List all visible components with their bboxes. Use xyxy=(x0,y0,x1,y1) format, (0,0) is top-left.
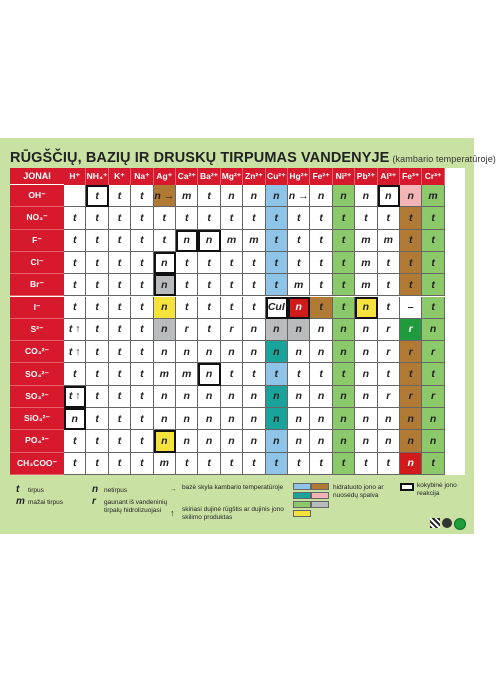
table-cell: n xyxy=(355,185,377,207)
table-cell: n xyxy=(355,363,377,385)
table-cell: n → xyxy=(154,185,176,207)
table-cell: t xyxy=(422,297,444,319)
table-cell: t xyxy=(355,453,377,475)
legend-arrow-up-icon: ↑ xyxy=(170,508,175,518)
table-cell: t xyxy=(288,363,310,385)
table-cell: n xyxy=(266,341,288,363)
table-cell: t xyxy=(400,207,422,229)
table-cell: t xyxy=(64,363,86,385)
table-cell: t xyxy=(176,297,198,319)
table-cell: t xyxy=(266,207,288,229)
table-cell: t xyxy=(109,297,131,319)
table-cell: n xyxy=(198,386,220,408)
table-cell: t xyxy=(64,274,86,296)
table-cell: n xyxy=(243,408,265,430)
table-cell: t xyxy=(221,297,243,319)
table-cell: t xyxy=(422,230,444,252)
table-cell: n xyxy=(333,319,355,341)
corner-label: JONAI xyxy=(10,168,64,185)
table-cell: t xyxy=(86,453,108,475)
cation-header: Cr³⁺ xyxy=(422,168,444,185)
legend-swatch-text: hidratuoto jono ar nuosėdų spalva xyxy=(333,484,384,499)
table-cell: t xyxy=(378,453,400,475)
table-cell: n xyxy=(310,341,332,363)
table-cell: t xyxy=(400,230,422,252)
table-cell: t xyxy=(243,297,265,319)
cation-header: Hg²⁺ xyxy=(288,168,310,185)
table-cell: t xyxy=(221,252,243,274)
anion-label: SiO₃²⁻ xyxy=(10,408,64,430)
table-cell: r xyxy=(400,341,422,363)
cation-header: Ag⁺ xyxy=(154,168,176,185)
table-cell: t xyxy=(221,363,243,385)
table-cell: r xyxy=(378,341,400,363)
table-cell: t xyxy=(198,319,220,341)
swatch-yellow xyxy=(293,510,311,517)
anion-label: OH⁻ xyxy=(10,185,64,207)
table-cell: t xyxy=(131,453,153,475)
table-cell: t xyxy=(422,453,444,475)
anion-label: PO₄³⁻ xyxy=(10,430,64,452)
anion-label: Br⁻ xyxy=(10,274,64,296)
legend-n-text: netirpus xyxy=(104,487,128,494)
page-subtitle: (kambario temperatūroje) xyxy=(392,154,496,164)
anion-label: I⁻ xyxy=(10,297,64,319)
table-cell: t xyxy=(333,453,355,475)
table-cell: t xyxy=(243,453,265,475)
publisher-logo-icon xyxy=(442,518,452,528)
table-cell: t xyxy=(86,185,108,207)
table-cell: t xyxy=(86,274,108,296)
cation-header: Ni²⁺ xyxy=(333,168,355,185)
table-cell: t xyxy=(422,207,444,229)
table-cell: t xyxy=(176,207,198,229)
table-cell: n xyxy=(176,386,198,408)
title-text: RŪGŠČIŲ, BAZIŲ IR DRUSKŲ TIRPUMAS VANDENYJE xyxy=(10,150,390,166)
table-cell: n xyxy=(378,430,400,452)
table-cell: t xyxy=(243,207,265,229)
table-cell: m xyxy=(288,274,310,296)
anion-label: SO₄²⁻ xyxy=(10,363,64,385)
table-cell: t xyxy=(131,408,153,430)
table-cell: t xyxy=(221,207,243,229)
table-cell: n xyxy=(333,430,355,452)
table-cell: t xyxy=(333,297,355,319)
table-cell: n xyxy=(198,230,220,252)
table-cell: t xyxy=(131,430,153,452)
table-cell: n xyxy=(154,319,176,341)
table-cell: t xyxy=(109,319,131,341)
cation-header: Al³⁺ xyxy=(378,168,400,185)
table-cell: n xyxy=(154,252,176,274)
table-cell: n xyxy=(288,319,310,341)
cation-header: NH₄⁺ xyxy=(86,168,108,185)
table-cell: t xyxy=(310,297,332,319)
table-cell: n xyxy=(221,185,243,207)
table-cell: n xyxy=(355,408,377,430)
solubility-table xyxy=(10,168,465,475)
legend-m-text: mažai tirpus xyxy=(28,499,64,506)
table-cell: t xyxy=(422,252,444,274)
table-cell: t ↑ xyxy=(64,319,86,341)
table-cell: t xyxy=(266,274,288,296)
table-cell: t xyxy=(64,297,86,319)
table-cell: n xyxy=(378,185,400,207)
table-cell: n xyxy=(221,408,243,430)
table-cell: t xyxy=(86,319,108,341)
table-cell: t xyxy=(288,453,310,475)
table-cell: t xyxy=(109,408,131,430)
table-cell: m xyxy=(176,363,198,385)
table-cell: n xyxy=(266,408,288,430)
table-cell: n xyxy=(310,319,332,341)
swatch-gray xyxy=(311,501,329,508)
cation-header: Mg²⁺ xyxy=(221,168,243,185)
table-cell: n xyxy=(400,185,422,207)
table-cell: t xyxy=(154,207,176,229)
table-cell: t xyxy=(86,430,108,452)
swatch-teal xyxy=(293,492,311,499)
table-cell: n xyxy=(266,185,288,207)
table-cell: r xyxy=(422,341,444,363)
table-cell: t xyxy=(266,363,288,385)
table-cell: t xyxy=(64,230,86,252)
cation-header: Fe³⁺ xyxy=(400,168,422,185)
table-cell: t xyxy=(378,274,400,296)
table-cell: n xyxy=(310,185,332,207)
table-cell: t xyxy=(288,207,310,229)
table-cell: t xyxy=(109,207,131,229)
table-cell: n xyxy=(288,297,310,319)
legend-r-symbol: r xyxy=(92,496,96,507)
table-cell: m xyxy=(154,453,176,475)
table-cell: t xyxy=(131,363,153,385)
table-cell: t xyxy=(109,185,131,207)
anion-label: CH₃COO⁻ xyxy=(10,453,64,475)
table-cell: n xyxy=(64,408,86,430)
table-cell: t xyxy=(310,230,332,252)
table-cell: t xyxy=(198,453,220,475)
table-cell: t xyxy=(243,274,265,296)
cation-header: Cu²⁺ xyxy=(266,168,288,185)
table-cell: n xyxy=(400,430,422,452)
table-cell: n xyxy=(176,341,198,363)
table-cell: t xyxy=(221,274,243,296)
table-cell: n xyxy=(355,386,377,408)
table-cell: m xyxy=(243,230,265,252)
cation-header: H⁺ xyxy=(64,168,86,185)
swatch-brown xyxy=(311,483,329,490)
table-cell: t xyxy=(310,274,332,296)
table-cell: t xyxy=(86,386,108,408)
table-cell: t xyxy=(131,341,153,363)
table-cell: n xyxy=(355,341,377,363)
table-cell: t xyxy=(131,252,153,274)
table-cell: n xyxy=(266,319,288,341)
table-cell: t xyxy=(176,274,198,296)
table-cell: r xyxy=(422,386,444,408)
table-cell: t xyxy=(266,453,288,475)
table-cell: t xyxy=(86,207,108,229)
table-cell: n xyxy=(221,386,243,408)
table-cell: t xyxy=(333,252,355,274)
table-cell: n xyxy=(243,386,265,408)
swatch-green xyxy=(293,501,311,508)
table-cell: t xyxy=(400,274,422,296)
cation-header: Fe²⁺ xyxy=(310,168,332,185)
table-cell: t xyxy=(288,252,310,274)
table-cell: n xyxy=(266,430,288,452)
table-cell: r xyxy=(400,386,422,408)
table-cell: n xyxy=(154,386,176,408)
table-cell: t xyxy=(131,386,153,408)
table-cell: t xyxy=(400,252,422,274)
qr-code-icon xyxy=(430,518,440,528)
table-cell: t xyxy=(422,274,444,296)
table-cell: t xyxy=(64,453,86,475)
table-cell: m xyxy=(378,230,400,252)
table-cell: t xyxy=(378,363,400,385)
table-cell: t xyxy=(109,252,131,274)
table-cell: n xyxy=(333,341,355,363)
anion-label: Cl⁻ xyxy=(10,252,64,274)
table-cell: m xyxy=(221,230,243,252)
table-cell: n xyxy=(221,430,243,452)
table-cell: m xyxy=(176,185,198,207)
table-cell: n xyxy=(400,408,422,430)
table-cell: n xyxy=(221,341,243,363)
table-cell: t xyxy=(355,207,377,229)
cation-header: Ba²⁺ xyxy=(198,168,220,185)
table-cell: t ↑ xyxy=(64,341,86,363)
table-cell: n xyxy=(198,430,220,452)
table-cell: n xyxy=(422,408,444,430)
table-cell: t xyxy=(109,341,131,363)
table-cell: n xyxy=(198,408,220,430)
anion-label: SO₃²⁻ xyxy=(10,386,64,408)
table-cell: t xyxy=(288,230,310,252)
table-cell: t xyxy=(333,230,355,252)
table-cell: n xyxy=(288,386,310,408)
table-cell: t xyxy=(64,207,86,229)
table-cell: t xyxy=(64,430,86,452)
table-cell: t xyxy=(131,274,153,296)
anion-label: F⁻ xyxy=(10,230,64,252)
table-cell: n xyxy=(154,408,176,430)
table-cell xyxy=(64,185,86,207)
table-cell: t xyxy=(154,230,176,252)
table-cell: n xyxy=(333,408,355,430)
table-cell: n xyxy=(400,453,422,475)
table-cell: t xyxy=(333,274,355,296)
table-cell: m xyxy=(355,230,377,252)
table-cell: n xyxy=(198,363,220,385)
table-cell: n xyxy=(154,430,176,452)
table-cell: t xyxy=(198,207,220,229)
table-cell: m xyxy=(355,274,377,296)
table-cell: t xyxy=(109,363,131,385)
table-cell: n xyxy=(243,430,265,452)
table-cell: n xyxy=(288,408,310,430)
table-cell: t xyxy=(198,274,220,296)
legend-n-symbol: n xyxy=(92,484,99,495)
table-cell: n xyxy=(355,319,377,341)
table-cell: n xyxy=(355,430,377,452)
table-cell: r xyxy=(400,319,422,341)
cation-header: Ca²⁺ xyxy=(176,168,198,185)
table-cell: r xyxy=(378,319,400,341)
table-cell: n xyxy=(154,297,176,319)
table-cell: t ↑ xyxy=(64,386,86,408)
swatch-pink xyxy=(311,492,329,499)
table-cell: t xyxy=(198,185,220,207)
table-cell: CuI xyxy=(266,297,288,319)
legend-m-symbol: m xyxy=(16,496,25,507)
swatch-blue xyxy=(293,483,311,490)
table-cell: n xyxy=(176,408,198,430)
table-cell: t xyxy=(221,453,243,475)
table-cell: r xyxy=(378,386,400,408)
table-cell: t xyxy=(198,252,220,274)
table-cell: n xyxy=(288,430,310,452)
table-cell: t xyxy=(266,252,288,274)
table-cell: t xyxy=(109,274,131,296)
table-cell: m xyxy=(154,363,176,385)
table-cell: n xyxy=(243,319,265,341)
table-cell: n xyxy=(198,341,220,363)
table-cell: t xyxy=(378,207,400,229)
cation-header: Zn²⁺ xyxy=(243,168,265,185)
legend-frame-box xyxy=(400,483,414,491)
table-cell: n xyxy=(333,386,355,408)
table-cell: n xyxy=(154,274,176,296)
table-cell: n xyxy=(176,230,198,252)
table-cell: r xyxy=(221,319,243,341)
table-cell: m xyxy=(355,252,377,274)
table-cell: n xyxy=(310,430,332,452)
table-cell: t xyxy=(131,207,153,229)
table-cell: n xyxy=(176,430,198,452)
table-cell: t xyxy=(109,386,131,408)
table-cell: t xyxy=(131,185,153,207)
legend-r-text: gaunant iš vandeninių tirpalų hidrolizuojasi xyxy=(104,499,168,514)
table-cell: n xyxy=(422,319,444,341)
table-cell: t xyxy=(86,408,108,430)
table-cell: t xyxy=(109,430,131,452)
table-cell: n xyxy=(422,430,444,452)
legend-arrow1-text: bazė skyla kambario temperatūroje xyxy=(182,484,284,491)
table-cell: t xyxy=(333,363,355,385)
table-cell: t xyxy=(86,230,108,252)
table-cell: n xyxy=(333,185,355,207)
table-cell: t xyxy=(310,453,332,475)
table-cell: t xyxy=(86,297,108,319)
legend-arrow2-text: skiriasi dujinė rūgštis ar dujinis jono skilimo produktas xyxy=(182,506,284,521)
table-cell: r xyxy=(176,319,198,341)
cation-header: Pb²⁺ xyxy=(355,168,377,185)
green-logo-icon xyxy=(454,518,466,530)
legend-frame-text: kokybinė jono reakcija xyxy=(417,482,457,497)
legend-arrow-right-icon: → xyxy=(170,486,177,493)
table-cell: n xyxy=(355,297,377,319)
anion-label: NO₃⁻ xyxy=(10,207,64,229)
table-cell: n xyxy=(310,386,332,408)
legend xyxy=(10,480,465,530)
table-cell: t xyxy=(243,252,265,274)
table-cell: t xyxy=(422,363,444,385)
table-cell: t xyxy=(86,363,108,385)
table-cell: t xyxy=(243,363,265,385)
anion-label: S²⁻ xyxy=(10,319,64,341)
table-cell: t xyxy=(198,297,220,319)
anion-label: CO₃²⁻ xyxy=(10,341,64,363)
table-cell: n xyxy=(154,341,176,363)
legend-t-text: tirpus xyxy=(28,487,44,494)
table-cell: n xyxy=(378,408,400,430)
table-cell: n xyxy=(288,341,310,363)
table-cell: n xyxy=(243,185,265,207)
table-cell: t xyxy=(378,297,400,319)
cation-header: K⁺ xyxy=(109,168,131,185)
cation-header: Na⁺ xyxy=(131,168,153,185)
table-cell: t xyxy=(86,341,108,363)
table-cell: t xyxy=(378,252,400,274)
table-cell: t xyxy=(266,230,288,252)
page-title xyxy=(10,150,496,166)
table-cell: m xyxy=(422,185,444,207)
table-cell: n xyxy=(243,341,265,363)
table-cell: t xyxy=(176,252,198,274)
table-cell: n xyxy=(266,386,288,408)
table-cell: t xyxy=(176,453,198,475)
legend-t-symbol: t xyxy=(16,484,20,495)
table-cell: t xyxy=(109,453,131,475)
table-cell: t xyxy=(333,207,355,229)
table-cell: t xyxy=(109,230,131,252)
table-cell: n → xyxy=(288,185,310,207)
table-cell: t xyxy=(86,252,108,274)
table-cell: t xyxy=(310,252,332,274)
table-cell: t xyxy=(131,319,153,341)
table-cell: t xyxy=(131,230,153,252)
table-cell: t xyxy=(131,297,153,319)
table-cell: t xyxy=(310,363,332,385)
table-cell: n xyxy=(310,408,332,430)
table-cell: t xyxy=(310,207,332,229)
table-cell: t xyxy=(400,363,422,385)
table-cell: – xyxy=(400,297,422,319)
table-cell: t xyxy=(64,252,86,274)
